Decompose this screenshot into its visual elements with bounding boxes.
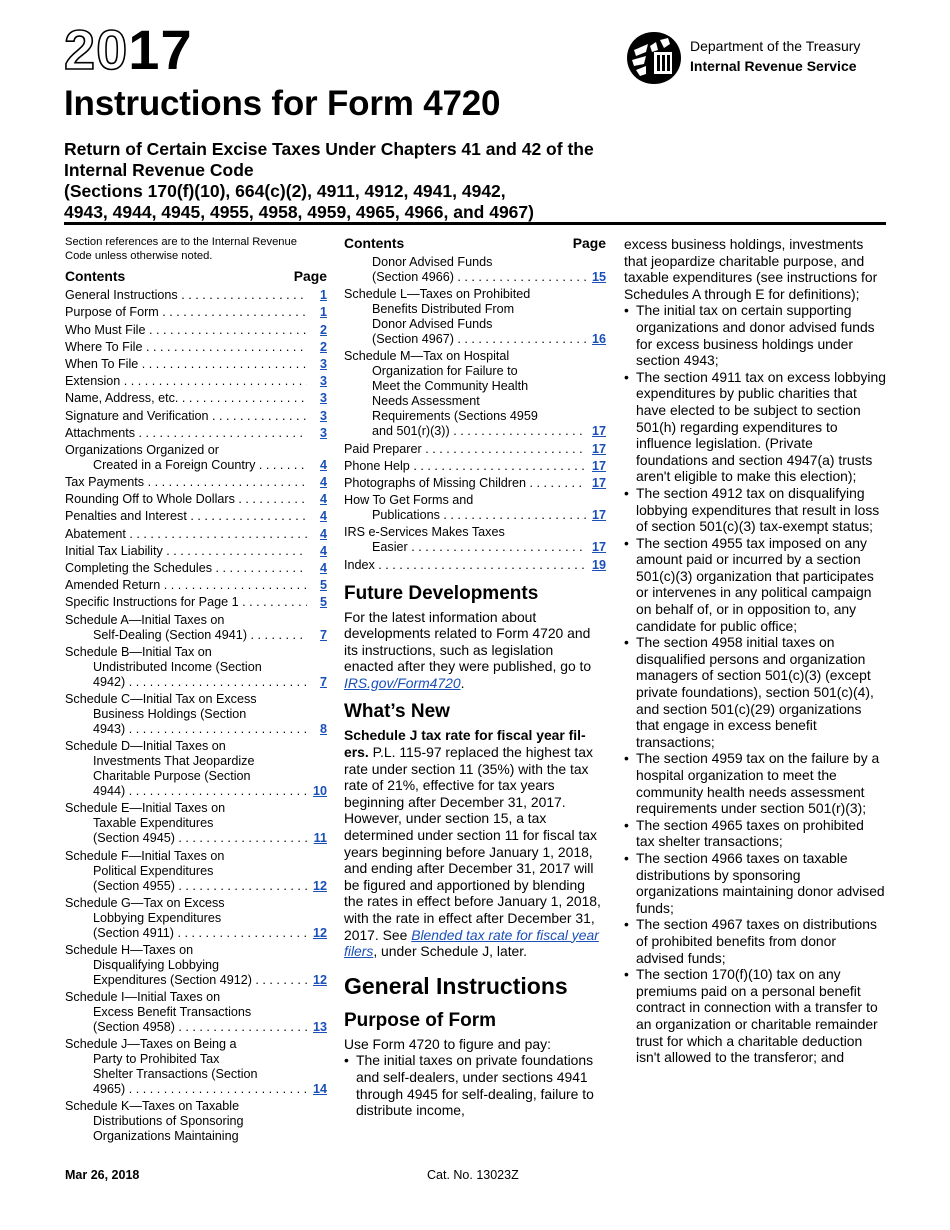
toc-page-link[interactable]: 2 — [319, 322, 327, 337]
toc-entry-line: (Section 4955) . . . — [65, 879, 307, 894]
toc-entry-line: Created in a Foreign Country . . . — [65, 458, 307, 473]
toc-entry-line: Specific Instructions for Page 1 . . . — [65, 595, 307, 610]
toc-entry-line: Shelter Transactions (Section — [93, 1067, 258, 1082]
toc-page-link[interactable]: 4 — [319, 475, 327, 490]
subtitle-line: Return of Certain Excise Taxes Under Chapters 41 and 42 of the — [64, 139, 594, 159]
toc-entry-line: Index . . . — [344, 558, 586, 573]
toc-entry-line: Party to Prohibited Tax — [93, 1052, 220, 1067]
toc-entry-line: 4942) . . . — [65, 675, 307, 690]
toc-page-link[interactable]: 3 — [319, 391, 327, 406]
toc-page-link[interactable]: 4 — [319, 509, 327, 524]
toc-entry-line: Needs Assessment — [372, 394, 480, 409]
toc-entry-line: Schedule E—Initial Taxes on — [65, 801, 226, 816]
purpose-of-form-heading: Purpose of Form — [344, 1009, 497, 1031]
toc-entry[interactable] — [344, 287, 606, 347]
agency-block — [624, 30, 924, 90]
toc-page-link[interactable]: 10 — [312, 784, 327, 799]
toc-entry-line: Penalties and Interest . . . — [65, 509, 307, 524]
toc-entry-label — [344, 255, 586, 285]
toc-page-link[interactable]: 17 — [591, 458, 606, 473]
toc-entry[interactable] — [65, 578, 327, 593]
toc-entry-line: Schedule F—Initial Taxes on — [65, 848, 225, 863]
toc-entry-label — [65, 849, 307, 894]
toc-page-link[interactable]: 3 — [319, 374, 327, 389]
toc-entry-line: (Section 4911) . . . — [65, 926, 307, 941]
toc-entry[interactable] — [65, 739, 327, 799]
year-outline-digits: 20 — [64, 18, 129, 81]
toc-page-link[interactable]: 2 — [319, 339, 327, 354]
whats-new-body: P.L. 115-97 replaced the highest tax rate under section 11 (35%) with the tax rate of 21%, effective for tax years beginning after December 31, 2017. However, under section 15, a tax determined under section 11 for fiscal tax years beginning before January 1, 2018, and ending after December 31, 2017 will be figured and apportioned by blending the rates in effect before January 1, 2018, with the rate in effect after December 31, 2017. See — [344, 744, 601, 943]
toc-entry-label — [65, 527, 307, 542]
toc-entry-label — [344, 525, 586, 555]
future-text: For the latest information about developments related to Form 4720 and its instructions, such as legislation enacted after they were published, go to — [344, 608, 592, 675]
toc-entry-label — [65, 613, 307, 643]
toc-page-link[interactable]: 4 — [319, 457, 327, 472]
purpose-continuation: excess business holdings, investments that jeopardize charitable purpose, and taxable expenditures (see instructions for Schedules A through E for definitions); — [624, 236, 878, 302]
toc-page-link[interactable]: 5 — [319, 595, 327, 610]
footer-catalog-number: Cat. No. 13023Z — [427, 1168, 519, 1182]
table-of-contents-continued — [344, 255, 606, 573]
toc-page-link[interactable]: 12 — [312, 972, 327, 987]
toc-page-link[interactable]: 7 — [319, 627, 327, 642]
page-title: Instructions for Form 4720 — [64, 84, 501, 123]
toc-entry[interactable] — [65, 896, 327, 941]
toc-entry[interactable] — [65, 1037, 327, 1097]
toc-entry-line: IRS e-Services Makes Taxes — [344, 525, 505, 540]
toc-entry-label — [65, 374, 307, 389]
toc-entry[interactable] — [344, 525, 606, 555]
toc-page-link[interactable]: 19 — [591, 557, 606, 572]
toc-entry-line: Lobbying Expenditures — [93, 910, 222, 925]
column-1 — [65, 236, 327, 1147]
future-text-end: . — [460, 674, 465, 691]
irs-eagle-logo-icon — [624, 30, 684, 86]
toc-entry-label — [65, 475, 307, 490]
toc-page-link[interactable]: 12 — [312, 878, 327, 893]
toc-entry-line: Schedule J—Taxes on Being a — [65, 1037, 237, 1052]
toc-entry[interactable] — [65, 357, 327, 372]
toc-entry[interactable] — [65, 943, 327, 988]
contents-heading — [65, 269, 327, 284]
purpose-bullet: • The section 4959 tax on the failure by a hospital organization to meet the community health needs assessment requirements under section 501(r)(3); — [624, 750, 886, 816]
toc-entry-label — [65, 943, 307, 988]
toc-entry-label — [65, 896, 307, 941]
toc-entry-line: Political Expenditures — [93, 863, 214, 878]
toc-entry-line: Benefits Distributed From — [372, 302, 515, 317]
toc-entry[interactable] — [65, 595, 327, 610]
toc-page-link[interactable]: 8 — [319, 721, 327, 736]
toc-entry-line: Organizations Maintaining — [93, 1129, 239, 1144]
toc-page-link[interactable]: 13 — [312, 1020, 327, 1035]
year-solid-digits: 17 — [128, 18, 193, 81]
toc-entry-line: (Section 4966) . . . — [344, 270, 586, 285]
toc-page-link[interactable]: 17 — [591, 508, 606, 523]
toc-entry-line: Purpose of Form . . . — [65, 305, 307, 320]
toc-page-link[interactable]: 4 — [319, 526, 327, 541]
whats-new-end: , under Schedule J, later. — [373, 943, 527, 960]
header-rule — [64, 222, 886, 225]
purpose-bullet: • The section 4958 initial taxes on disqualified persons and organization managers of section 501(c)(3) (except private foundations), section 501(c)(4), and section 501(c)(29) organizations that engage in excess benefit transactions; — [624, 634, 886, 750]
toc-entry-label — [65, 595, 307, 610]
toc-page-link[interactable]: 3 — [319, 425, 327, 440]
toc-entry-label — [65, 739, 307, 799]
toc-entry-label — [65, 305, 307, 320]
toc-entry-line: Business Holdings (Section — [93, 706, 247, 721]
toc-entry[interactable] — [65, 990, 327, 1035]
toc-entry-label — [65, 544, 307, 559]
toc-entry-label — [65, 426, 307, 441]
agency-irs: Internal Revenue Service — [690, 58, 857, 74]
toc-entry-line: Where To File . . . — [65, 340, 307, 355]
toc-entry-label — [65, 645, 307, 690]
toc-entry-line: Schedule K—Taxes on Taxable — [65, 1099, 240, 1114]
future-developments-heading: Future Developments — [344, 582, 539, 604]
toc-entry-line: Paid Preparer . . . — [344, 442, 586, 457]
toc-entry-label — [344, 459, 586, 474]
toc-entry-line: Taxable Expenditures — [93, 816, 214, 831]
toc-entry-label — [65, 443, 307, 473]
toc-entry-line: Schedule I—Initial Taxes on — [65, 990, 221, 1005]
page-label: Page — [572, 235, 606, 251]
toc-entry-label — [65, 990, 307, 1035]
toc-entry-label — [65, 340, 307, 355]
toc-entry-line: Distributions of Sponsoring — [93, 1114, 244, 1129]
toc-entry-line: Tax Payments . . . — [65, 475, 307, 490]
toc-entry-label — [65, 801, 307, 846]
toc-entry-label — [65, 391, 307, 406]
purpose-bullet: • The section 4955 tax imposed on any amount paid or incurred by a section 501(c)(3) organization that participates or intervenes in any political campaign on behalf of, or in opposition to, any candidate for public office; — [624, 535, 886, 635]
toc-entry[interactable] — [65, 509, 327, 524]
toc-page-link[interactable]: 16 — [591, 332, 606, 347]
toc-entry-label — [65, 288, 307, 303]
note-line: Code unless otherwise noted. — [65, 249, 213, 262]
future-developments-text — [344, 609, 606, 692]
whats-new-text — [344, 727, 606, 959]
toc-entry-line: (Section 4945) . . . — [65, 831, 307, 846]
toc-entry[interactable] — [65, 561, 327, 576]
purpose-bullet: • The initial tax on certain supporting organizations and donor advised funds for excess business holdings under section 4943; — [624, 302, 886, 368]
general-instructions-heading: General Instructions — [344, 972, 568, 999]
toc-entry[interactable] — [65, 409, 327, 424]
toc-entry-label — [65, 409, 307, 424]
column-2 — [344, 236, 606, 1119]
toc-entry-label — [344, 558, 586, 573]
purpose-bullet-list — [624, 302, 886, 1065]
toc-entry-line: Completing the Schedules . . . — [65, 561, 307, 576]
toc-entry-line: Publications . . . — [344, 508, 586, 523]
purpose-bullet: • The section 4967 taxes on distributions of prohibited benefits from donor advised funds; — [624, 916, 886, 966]
toc-entry-label — [65, 492, 307, 507]
toc-entry-label — [344, 476, 586, 491]
toc-entry-line: Donor Advised Funds — [372, 255, 493, 269]
toc-page-link[interactable]: 1 — [319, 305, 327, 320]
toc-entry-line: 4943) . . . — [65, 722, 307, 737]
page-label: Page — [293, 268, 327, 285]
blended-rate-link[interactable]: Blended tax rate for fiscal year filers — [344, 926, 599, 960]
toc-page-link[interactable]: 17 — [591, 540, 606, 555]
purpose-bullet: • The section 170(f)(10) tax on any premiums paid on a personal benefit contract in connection with a transfer to an organization or charitable remainder trust for which a charitable deduction isn't allowed to the transferor; and — [624, 966, 886, 1066]
toc-entry[interactable] — [65, 340, 327, 355]
toc-entry-line: and 501(r)(3)) . . . — [344, 424, 586, 439]
toc-entry-line: Initial Tax Liability . . . — [65, 544, 307, 559]
toc-entry-line: (Section 4958) . . . — [65, 1020, 307, 1035]
toc-entry[interactable] — [344, 255, 606, 285]
toc-page-link[interactable]: 14 — [312, 1082, 327, 1097]
toc-entry-label — [344, 442, 586, 457]
toc-entry-line: How To Get Forms and — [344, 493, 474, 508]
toc-entry-line: Amended Return . . . — [65, 578, 307, 593]
purpose-bullet: • The section 4912 tax on disqualifying lobbying expenditures that result in loss of section 501(c)(3) tax-exempt status; — [624, 485, 886, 535]
whats-new-lead: Schedule J tax rate for fiscal year fil-ers. — [344, 727, 586, 761]
toc-entry-label — [344, 349, 586, 439]
toc-entry-line: Charitable Purpose (Section — [93, 769, 251, 784]
toc-page-link[interactable]: 5 — [319, 578, 327, 593]
toc-entry-label — [65, 357, 307, 372]
toc-page-link[interactable]: 7 — [319, 674, 327, 689]
toc-page-link[interactable]: 4 — [319, 492, 327, 507]
toc-page-link[interactable]: 3 — [319, 408, 327, 423]
toc-entry-line: Schedule A—Initial Taxes on — [65, 612, 225, 627]
future-developments-section — [344, 583, 606, 1119]
toc-entry-line: Phone Help . . . — [344, 459, 586, 474]
contents-heading — [344, 236, 606, 251]
subtitle-line: (Sections 170(f)(10), 664(c)(2), 4911, 4912, 4941, 4942, — [64, 181, 506, 201]
toc-entry-line: Meet the Community Health — [372, 379, 529, 394]
toc-entry-line: Schedule G—Tax on Excess — [65, 895, 225, 910]
agency-department: Department of the Treasury — [690, 38, 861, 54]
toc-entry-line: 4965) . . . — [65, 1082, 307, 1097]
toc-entry[interactable] — [65, 849, 327, 894]
toc-entry[interactable] — [65, 613, 327, 643]
toc-entry-line: Donor Advised Funds — [372, 317, 493, 332]
note-line: Section references are to the Internal Revenue — [65, 236, 297, 248]
form4720-link[interactable]: IRS.gov/Form4720 — [344, 674, 461, 691]
toc-entry-label — [344, 287, 586, 347]
purpose-bullet: • The section 4965 taxes on prohibited tax shelter transactions; — [624, 817, 886, 850]
toc-entry[interactable] — [65, 391, 327, 406]
toc-entry-label — [65, 692, 307, 737]
toc-entry-line: Signature and Verification . . . — [65, 409, 307, 424]
purpose-intro: Use Form 4720 to figure and pay: — [344, 1035, 551, 1052]
form-year — [64, 18, 193, 81]
toc-entry-label — [65, 509, 307, 524]
toc-entry-label — [65, 1037, 307, 1097]
toc-entry-line: General Instructions . . . — [65, 288, 307, 303]
toc-entry-line: Schedule L—Taxes on Prohibited — [344, 287, 531, 302]
toc-entry-label — [344, 493, 586, 523]
toc-entry[interactable] — [65, 544, 327, 559]
toc-page-link[interactable]: 15 — [591, 270, 606, 284]
toc-entry-line: Schedule B—Initial Tax on — [65, 644, 212, 659]
toc-entry[interactable] — [65, 645, 327, 690]
toc-entry-line: Organization for Failure to — [372, 364, 518, 379]
toc-entry[interactable] — [65, 323, 327, 338]
toc-entry[interactable] — [344, 476, 606, 491]
toc-entry-label — [65, 561, 307, 576]
toc-entry-line: Undistributed Income (Section — [93, 659, 262, 674]
toc-entry[interactable] — [65, 443, 327, 473]
table-of-contents — [65, 288, 327, 1144]
toc-entry[interactable] — [65, 1099, 327, 1144]
toc-entry-line: Schedule C—Initial Tax on Excess — [65, 691, 257, 706]
toc-entry-line: Schedule D—Initial Taxes on — [65, 739, 226, 754]
toc-entry-line: Name, Address, etc. . . . — [65, 391, 307, 406]
toc-entry-line: 4944) . . . — [65, 784, 307, 799]
toc-entry-line: Organizations Organized or — [65, 442, 220, 457]
toc-entry[interactable] — [344, 349, 606, 439]
footer-date: Mar 26, 2018 — [65, 1168, 140, 1182]
toc-entry-line: Requirements (Sections 4959 — [372, 409, 538, 424]
toc-entry[interactable] — [65, 801, 327, 846]
contents-label: Contents — [65, 268, 126, 285]
toc-entry-line: Abatement . . . — [65, 527, 307, 542]
whats-new-heading: What’s New — [344, 701, 450, 723]
toc-entry-line: Extension . . . — [65, 374, 307, 389]
toc-page-link[interactable]: 17 — [591, 441, 606, 456]
toc-entry-line: Easier . . . — [344, 540, 586, 555]
toc-entry[interactable] — [65, 475, 327, 490]
toc-entry-line: (Section 4967) . . . — [344, 332, 586, 347]
toc-page-link[interactable]: 4 — [319, 561, 327, 575]
toc-entry-line: Attachments . . . — [65, 426, 307, 441]
section-reference-note — [65, 236, 327, 263]
toc-entry-label — [65, 1099, 307, 1144]
toc-entry[interactable] — [344, 442, 606, 457]
toc-entry-line: Self-Dealing (Section 4941) . . . — [65, 628, 307, 643]
toc-entry[interactable] — [344, 558, 606, 573]
column-3 — [624, 236, 886, 1066]
toc-page-link[interactable]: 11 — [313, 831, 327, 846]
toc-entry[interactable] — [344, 459, 606, 474]
toc-entry[interactable] — [344, 493, 606, 523]
toc-entry-line: Investments That Jeopardize — [93, 754, 255, 769]
toc-entry-line: Who Must File . . . — [65, 323, 307, 338]
toc-entry-label — [65, 578, 307, 593]
toc-entry-line: Disqualifying Lobbying — [93, 957, 220, 972]
subtitle-line: Internal Revenue Code — [64, 160, 254, 180]
purpose-bullet: • The initial taxes on private foundations and self-dealers, under sections 4941 through 4945 for self-dealing, failure to distribute income, — [344, 1052, 606, 1118]
toc-entry-line: Expenditures (Section 4912) . . . — [65, 973, 307, 988]
purpose-bullet: • The section 4966 taxes on taxable distributions by sponsoring organizations maintaining donor advised funds; — [624, 850, 886, 916]
toc-entry-line: When To File . . . — [65, 357, 307, 372]
toc-entry-line: Rounding Off to Whole Dollars . . . — [65, 492, 307, 507]
toc-page-link[interactable]: 3 — [319, 356, 327, 371]
toc-entry[interactable] — [65, 527, 327, 542]
toc-entry-line: Excess Benefit Transactions — [93, 1005, 252, 1020]
toc-entry-label — [65, 323, 307, 338]
toc-page-link[interactable]: 1 — [319, 288, 327, 303]
page-subtitle — [64, 139, 844, 223]
toc-page-link[interactable]: 12 — [312, 925, 327, 940]
toc-entry[interactable] — [65, 305, 327, 320]
toc-entry[interactable] — [65, 426, 327, 441]
toc-entry[interactable] — [65, 692, 327, 737]
toc-entry[interactable] — [65, 288, 327, 303]
contents-label: Contents — [344, 235, 405, 251]
toc-entry[interactable] — [65, 374, 327, 389]
toc-entry-line: Photographs of Missing Children . . . — [344, 476, 586, 491]
toc-entry-line: Schedule H—Taxes on — [65, 942, 194, 957]
toc-page-link[interactable]: 4 — [319, 543, 327, 558]
toc-page-link[interactable]: 17 — [591, 475, 606, 490]
toc-page-link[interactable]: 17 — [591, 424, 606, 439]
toc-entry[interactable] — [65, 492, 327, 507]
purpose-bullet: • The section 4911 tax on excess lobbying expenditures by public charities that have elected to be subject to section 501(h) regarding expenditures to influence legislation. (Private foundations and section 4947(a) trusts aren't eligible to make this election); — [624, 369, 886, 485]
toc-entry-line: Schedule M—Tax on Hospital — [344, 349, 510, 364]
subtitle-line: 4943, 4944, 4945, 4955, 4958, 4959, 4965, 4966, and 4967) — [64, 202, 534, 222]
